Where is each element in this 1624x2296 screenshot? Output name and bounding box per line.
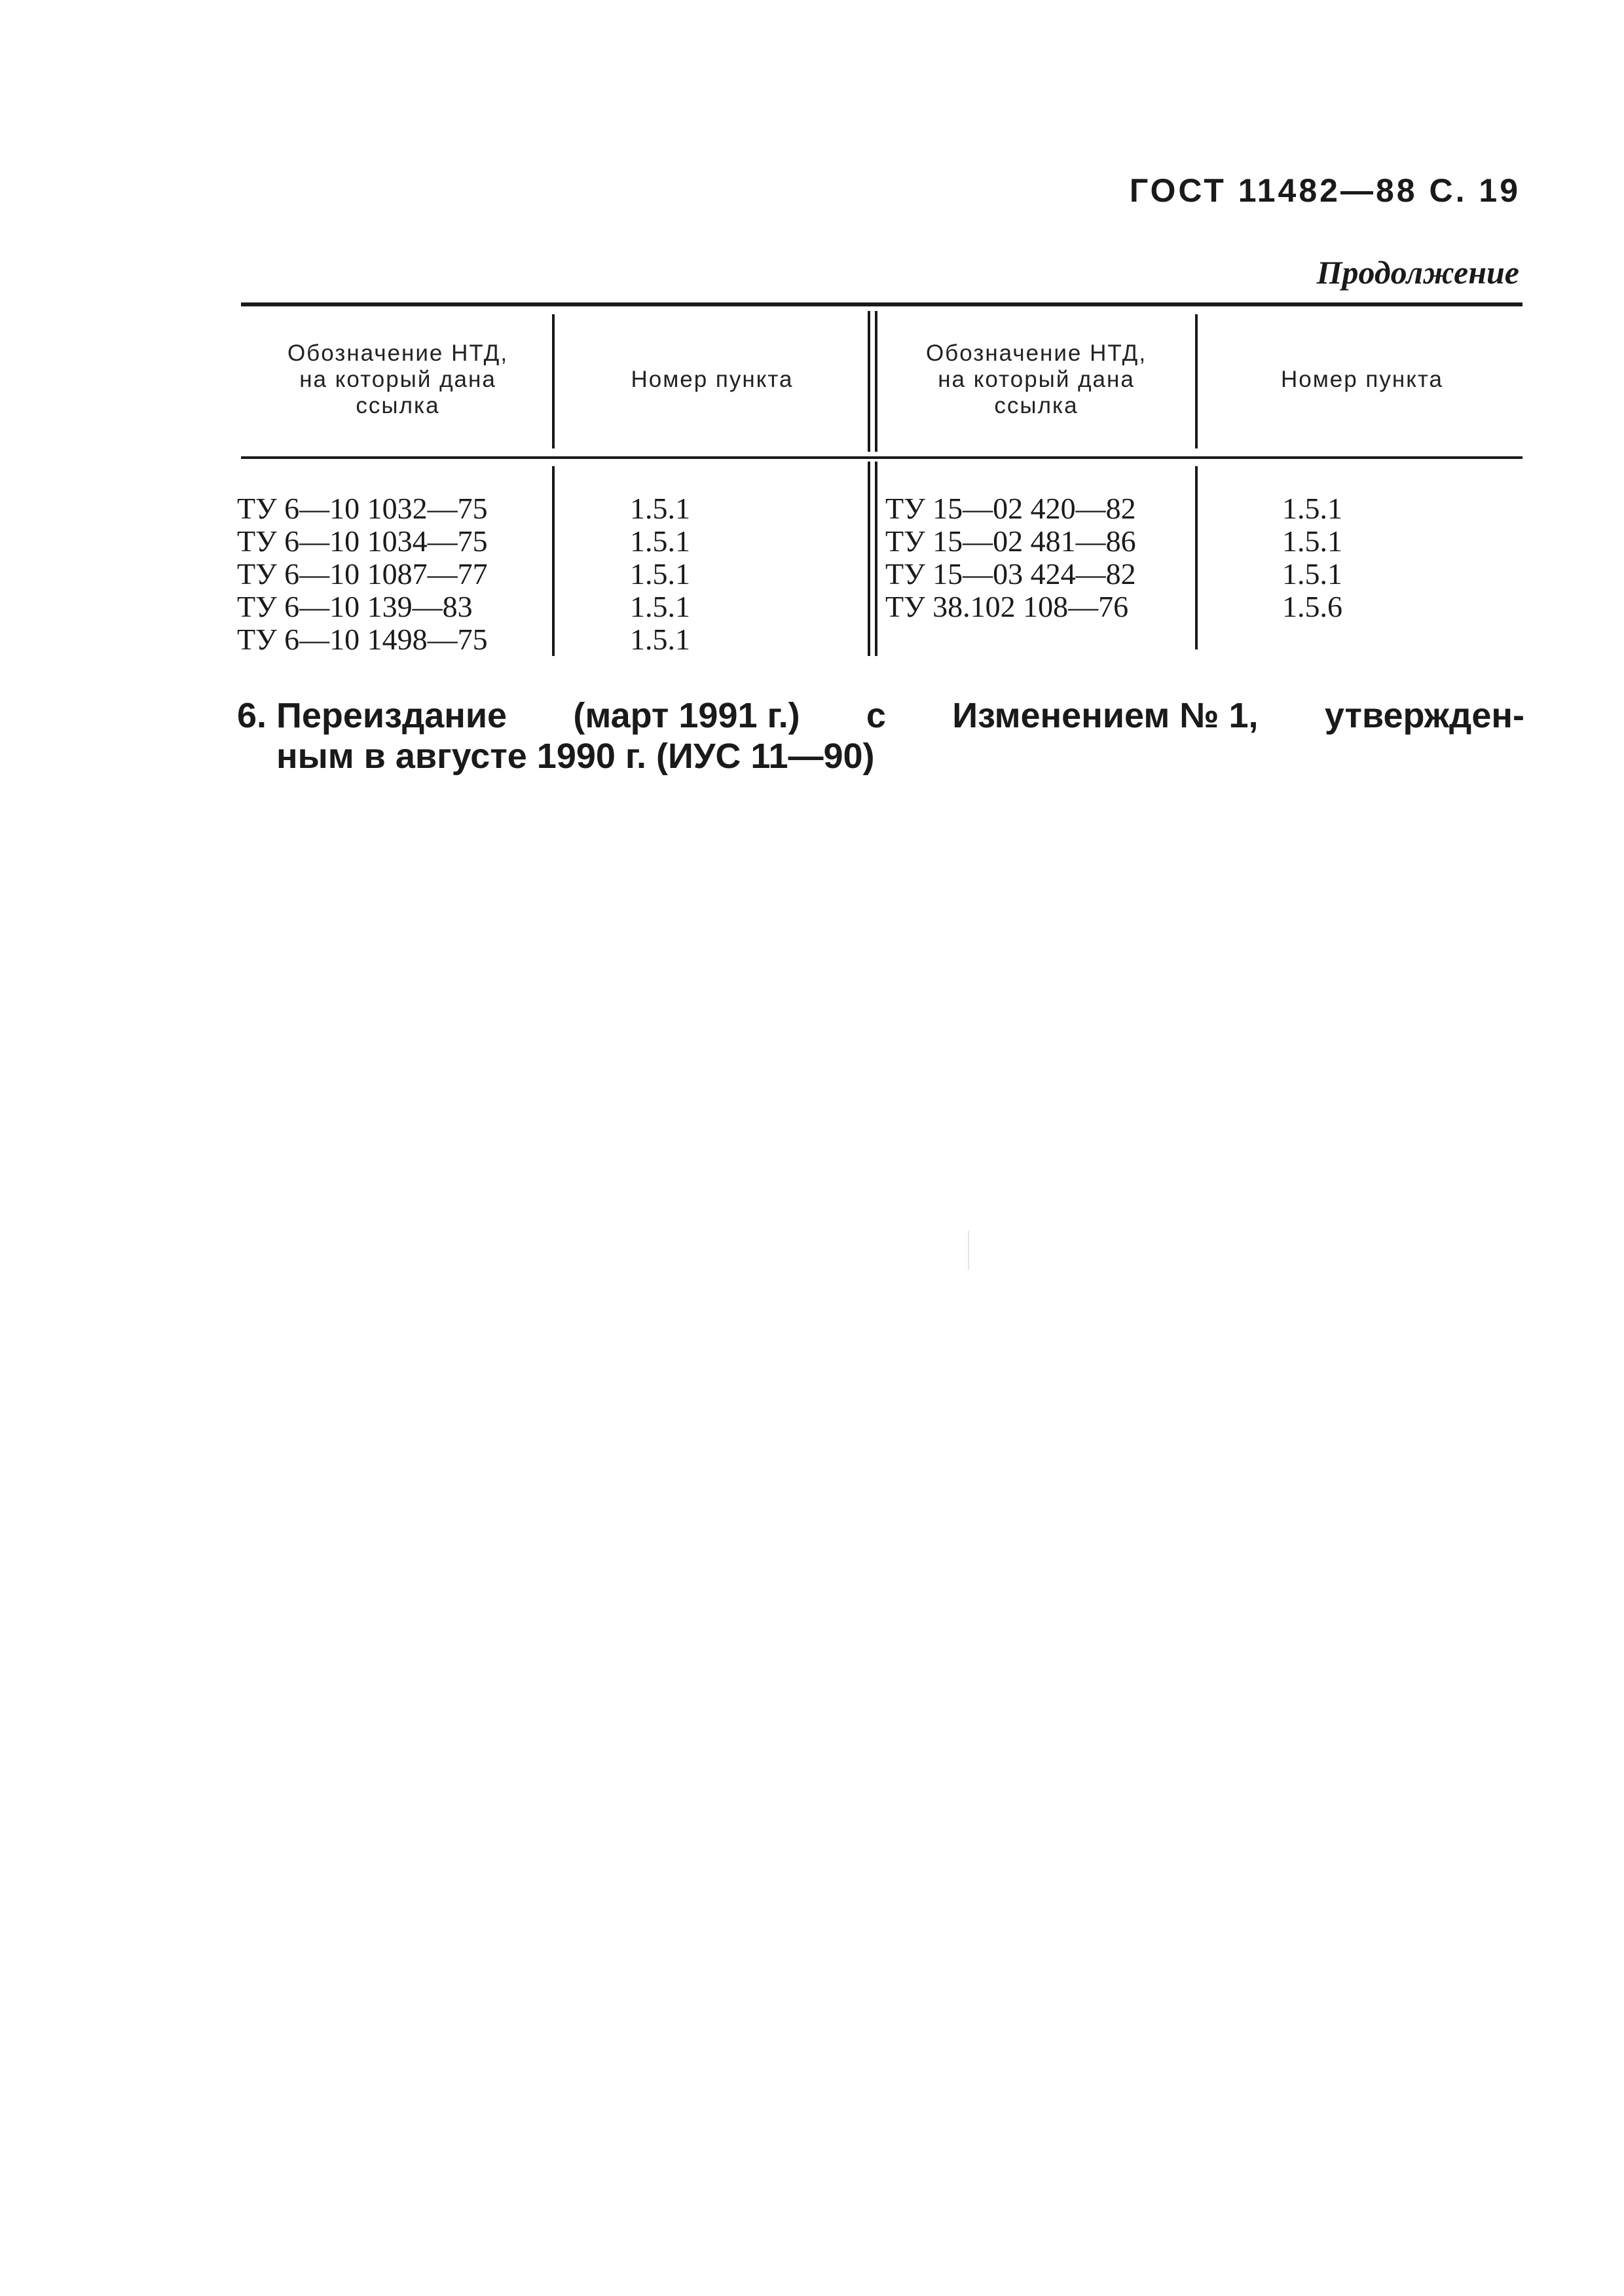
right-documents-column xyxy=(885,492,1136,623)
table-top-rule xyxy=(241,302,1522,306)
table-cell: ТУ 6—10 1032—75 xyxy=(237,492,488,525)
page-reference: ГОСТ 11482—88 С. 19 xyxy=(1129,172,1521,209)
column-divider-double xyxy=(868,311,870,452)
table-cell: ТУ 15—02 481—86 xyxy=(885,524,1136,558)
table-cell: 1.5.1 xyxy=(630,524,690,558)
table-cell: 1.5.1 xyxy=(630,590,690,623)
reissue-note-line-1: 6. Переиздание (март 1991 г.) с Изменением № 1, утвержден- xyxy=(237,696,1524,735)
reissue-note-line-2: ным в августе 1990 г. (ИУС 11—90) xyxy=(276,737,875,776)
column-divider-double xyxy=(875,311,877,452)
table-cell: ТУ 6—10 1087—77 xyxy=(237,557,488,591)
left-documents-column xyxy=(237,492,488,656)
table-cell: ТУ 15—03 424—82 xyxy=(885,557,1136,591)
left-items-column xyxy=(630,492,690,656)
table-cell: 1.5.1 xyxy=(1282,492,1342,525)
table-header-rule xyxy=(241,456,1522,459)
table-cell: ТУ 38.102 108—76 xyxy=(885,590,1129,623)
table-cell: ТУ 15—02 420—82 xyxy=(885,492,1136,525)
right-items-column xyxy=(1282,492,1342,623)
header-item-number: Номер пункта xyxy=(631,367,794,392)
scan-mark xyxy=(968,1231,969,1270)
table-cell: ТУ 6—10 139—83 xyxy=(237,590,473,623)
column-divider xyxy=(1195,466,1198,649)
reissue-note xyxy=(237,695,1524,776)
table-cell: ТУ 6—10 1498—75 xyxy=(237,623,488,656)
column-divider-double xyxy=(875,462,877,656)
table-cell: 1.5.1 xyxy=(630,492,690,525)
header-document-designation: Обозначение НТД, на который дана ссылка xyxy=(925,340,1147,418)
table-continuation-label: Продолжение xyxy=(1316,254,1519,291)
column-divider xyxy=(552,466,555,656)
table-cell: 1.5.1 xyxy=(630,623,690,656)
table-cell: 1.5.1 xyxy=(1282,557,1342,591)
column-divider xyxy=(1195,314,1198,448)
column-divider xyxy=(552,314,555,448)
table-cell: ТУ 6—10 1034—75 xyxy=(237,524,488,558)
column-divider-double xyxy=(868,462,870,656)
header-document-designation: Обозначение НТД, на который дана ссылка xyxy=(287,340,509,418)
table-cell: 1.5.1 xyxy=(630,557,690,591)
table-cell: 1.5.1 xyxy=(1282,524,1342,558)
table-cell: 1.5.6 xyxy=(1282,590,1342,623)
header-item-number: Номер пункта xyxy=(1280,367,1444,392)
